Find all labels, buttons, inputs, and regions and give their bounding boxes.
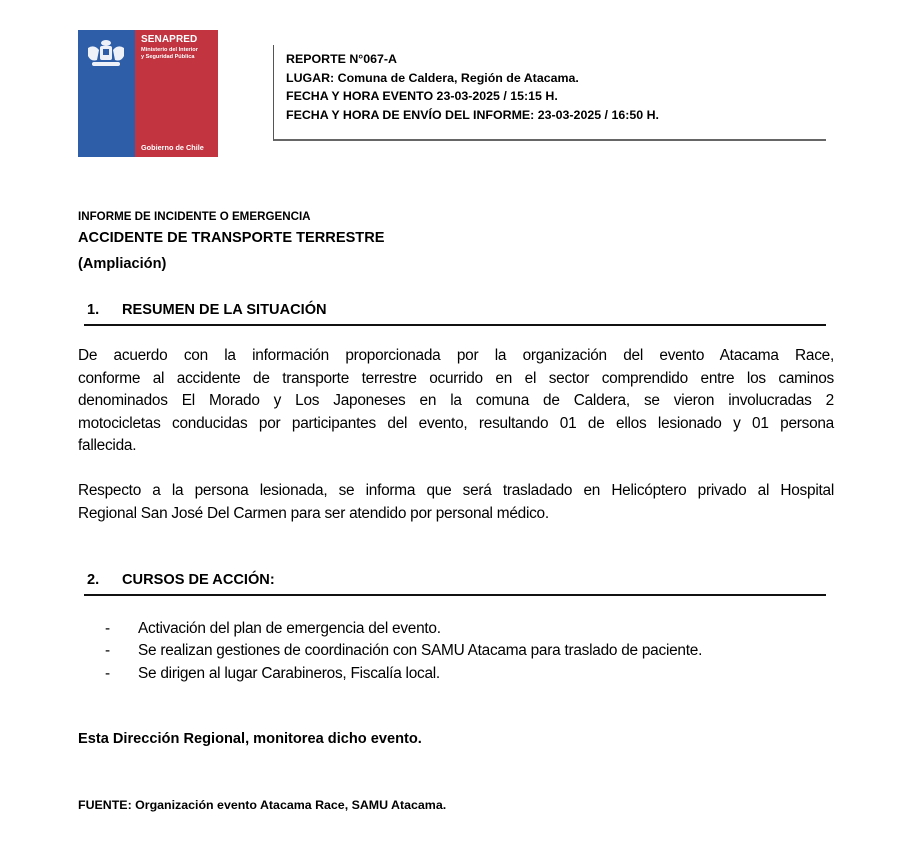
report-place: LUGAR: Comuna de Caldera, Región de Atacama. [286,70,579,85]
document-title: ACCIDENTE DE TRANSPORTE TERRESTRE [78,230,385,246]
logo-subtitle-line: Ministerio del Interior [141,47,198,53]
list-item-text: Se dirigen al lugar Carabineros, Fiscalía local. [138,664,440,682]
report-header-box [273,45,826,141]
senapred-logo [78,30,218,157]
paragraph-line: Respecto a la persona lesionada, se informa que será trasladado en Helicóptero privado al Hospital [78,482,834,499]
paragraph-line: Regional San José Del Carmen para ser atendido por personal médico. [78,504,549,522]
bullet-dash: - [105,664,110,682]
list-item [105,663,702,685]
summary-paragraph-2 [78,480,834,525]
list-item-text: Se realizan gestiones de coordinación con SAMU Atacama para traslado de paciente. [138,642,703,660]
document-subtitle: (Ampliación) [78,256,167,272]
closing-statement: Esta Dirección Regional, monitorea dicho evento. [78,731,422,747]
list-item [105,618,702,640]
bullet-dash: - [105,620,110,637]
source-line: FUENTE: Organización evento Atacama Race, SAMU Atacama. [78,798,447,812]
paragraph-line: fallecida. [78,437,137,455]
section-heading-summary [84,302,826,326]
paragraph-line: conforme al accidente de transporte terrestre ocurrido en el sector comprendido entre los caminos [78,369,834,387]
paragraph-line: motocicletas conducidas por participantes del evento, resultando 01 de ellos lesionado y 01 persona [78,414,834,432]
logo-subtitle-line: y Seguridad Pública [141,54,195,60]
list-item [105,640,702,662]
section-label: RESUMEN DE LA SITUACIÓN [122,302,327,318]
report-number: REPORTE N°067-A [286,52,397,66]
summary-paragraph-1 [78,345,834,458]
logo-footer: Gobierno de Chile [141,143,204,152]
paragraph-line: denominados El Morado y Los Japoneses en la comuna de Caldera, se vieron involucradas 2 [78,392,834,410]
section-label: CURSOS DE ACCIÓN: [122,572,275,588]
section-number: 1. [87,302,100,318]
logo-blue-panel [78,30,135,157]
logo-title: SENAPRED [141,34,198,45]
document-type: INFORME DE INCIDENTE O EMERGENCIA [78,210,311,223]
bullet-dash: - [105,642,110,660]
section-heading-actions [84,572,826,596]
report-header-lines [286,50,659,124]
logo-subtitle [141,47,198,61]
list-item-text: Activación del plan de emergencia del evento. [138,620,441,637]
actions-list [105,618,702,685]
report-send-datetime: FECHA Y HORA DE ENVÍO DEL INFORME: 23-03-2025 / 16:50 H. [286,107,659,122]
section-number: 2. [87,572,100,588]
coat-of-arms-icon [84,38,128,70]
report-event-datetime: FECHA Y HORA EVENTO 23-03-2025 / 15:15 H. [286,89,558,103]
paragraph-line: De acuerdo con la información proporcionada por la organización del evento Atacama Race, [78,347,834,364]
logo-red-panel [135,30,218,157]
